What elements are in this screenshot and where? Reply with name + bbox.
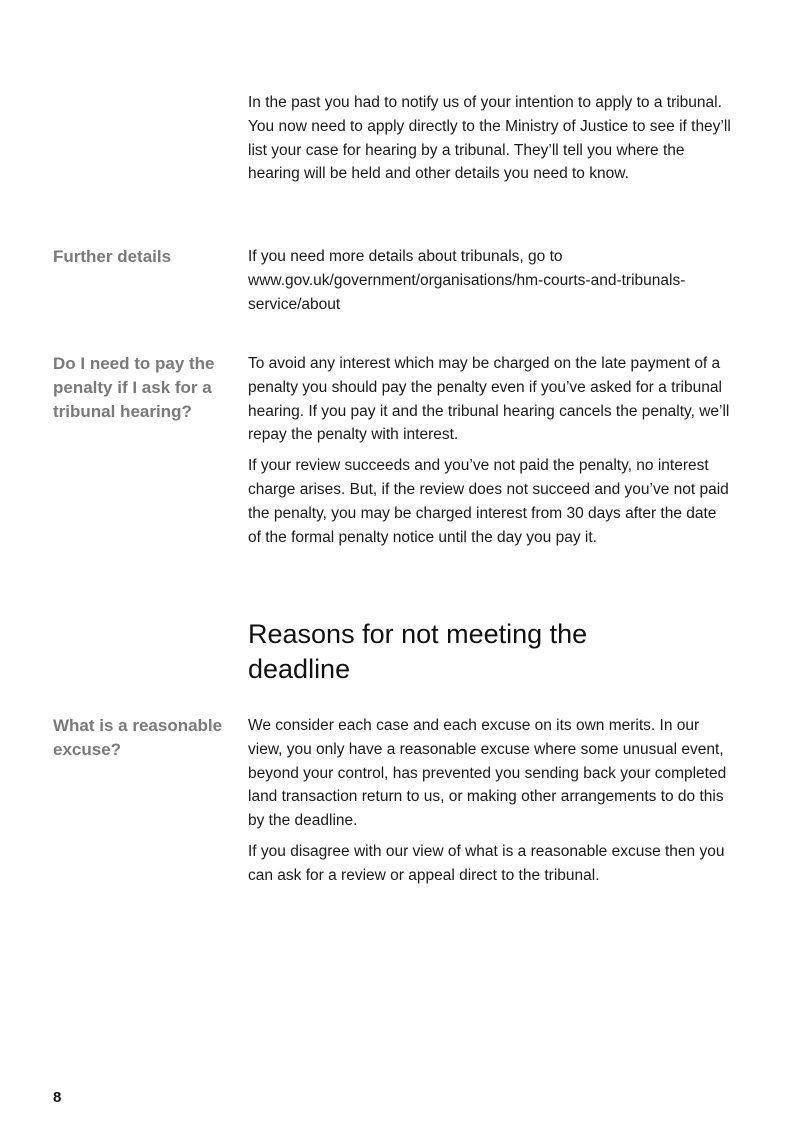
page-number: 8 bbox=[53, 1089, 62, 1106]
pay-penalty-paragraph-1: To avoid any interest which may be charged on the late payment of a penalty you should pay the penalty even if you’ve asked for a tribunal hearing. If you pay it and the tribunal hearing cancels the penalty, we’ll repay the penalty with interest. bbox=[248, 355, 730, 444]
reasonable-excuse-label: What is a reasonable excuse? bbox=[53, 716, 223, 759]
further-details-body bbox=[248, 245, 733, 323]
pay-penalty-paragraph-2: If your review succeeds and you’ve not paid the penalty, no interest charge arises. But, if the review does not succeed and you’ve not paid the penalty, you may be charged interest from 30 days after the date of the formal penalty notice until the day you pay it. bbox=[248, 457, 729, 546]
intro-paragraph: In the past you had to notify us of your intention to apply to a tribunal. You now need to apply directly to the Ministry of Justice to see if they’ll list your case for hearing by a tribunal. They’ll tell you where the hearing will be held and other details you need to know. bbox=[248, 94, 731, 183]
further-details-paragraph: If you need more details about tribunals, go to www.gov.uk/government/organisations/hm-courts-and-tribunals-service/about bbox=[248, 248, 686, 313]
reasons-heading-wrap bbox=[248, 617, 733, 687]
intro-body bbox=[248, 91, 733, 193]
reasonable-excuse-paragraph-1: We consider each case and each excuse on its own merits. In our view, you only have a reasonable excuse where some unusual event, beyond your control, has prevented you sending back your completed land transaction return to us, or making other arrangements to do this by the deadline. bbox=[248, 717, 727, 830]
further-details-label: Further details bbox=[53, 247, 172, 266]
pay-penalty-body bbox=[248, 352, 733, 556]
section-heading: Reasons for not meeting the deadline bbox=[248, 619, 588, 684]
pay-penalty-label: Do I need to pay the penalty if I ask for a tribunal hearing? bbox=[53, 354, 215, 421]
reasonable-excuse-paragraph-2: If you disagree with our view of what is a reasonable excuse then you can ask for a review or appeal direct to the tribunal. bbox=[248, 842, 725, 884]
reasonable-excuse-body bbox=[248, 714, 733, 895]
